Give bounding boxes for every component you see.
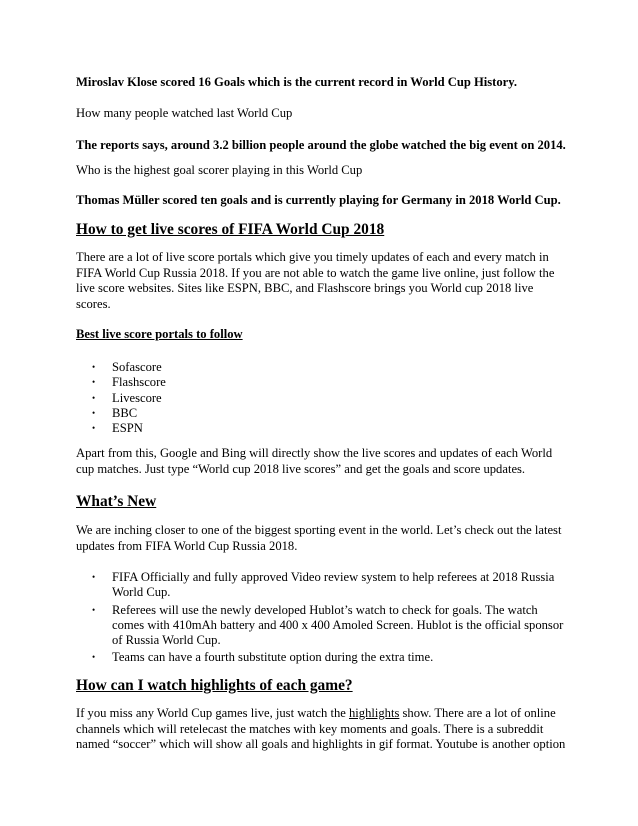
highlights-heading: How can I watch highlights of each game?: [76, 677, 353, 694]
bullet-icon: •: [92, 392, 96, 403]
answer-top-scorer: Thomas Müller scored ten goals and is currently playing for Germany in 2018 World Cup.: [76, 193, 561, 207]
portals-subheading: Best live score portals to follow: [76, 327, 243, 341]
list-item: • Referees will use the newly developed Hublot’s watch to check for goals. The watch comes with 410mAh battery and 400 x 400 Amoled Screen. Hublot is the official sponsor of Russia World Cup.: [92, 602, 564, 648]
question-top-scorer: Who is the highest goal scorer playing in this World Cup: [76, 163, 363, 177]
list-item: • Livescore: [92, 390, 162, 405]
bullet-icon: •: [92, 407, 96, 418]
bullet-icon: •: [92, 572, 96, 582]
list-item: • BBC: [92, 405, 138, 420]
answer-watched: The reports says, around 3.2 billion people around the globe watched the big event on 2014.: [76, 138, 566, 152]
highlights-paragraph: If you miss any World Cup games live, just watch the highlights show. There are a lot of online channels which will retelecast the matches with key moments and goals. There is a subreddit named “soccer” which will show all goals and highlights in gif format. Youtube is another option: [76, 706, 566, 751]
bullet-icon: •: [92, 423, 96, 434]
portals-list: [76, 360, 566, 436]
live-scores-heading: How to get live scores of FIFA World Cup 2018: [76, 221, 385, 238]
list-item: • Teams can have a fourth substitute option during the extra time.: [92, 650, 434, 665]
highlights-link[interactable]: highlights: [348, 706, 400, 720]
bullet-icon: •: [92, 377, 96, 388]
whats-new-paragraph: We are inching closer to one of the biggest sporting event in the world. Let’s check out the latest updates from FIFA World Cup Russia 2018.: [76, 523, 562, 553]
list-item: • ESPN: [92, 421, 143, 436]
list-item: • Flashscore: [92, 375, 166, 390]
bullet-icon: •: [92, 604, 96, 615]
bullet-icon: •: [92, 652, 96, 663]
whats-new-heading: What’s New: [76, 493, 157, 510]
bullet-icon: •: [92, 362, 96, 372]
live-scores-followup: Apart from this, Google and Bing will directly show the live scores and updates of each World cup matches. Just type “World cup 2018 live scores” and get the goals and score updates.: [76, 446, 553, 476]
list-item: • Sofascore: [92, 360, 162, 374]
klose-record-text: Miroslav Klose scored 16 Goals which is the current record in World Cup History.: [76, 75, 518, 89]
list-item: • FIFA Officially and fully approved Video review system to help referees at 2018 Russia World Cup.: [92, 570, 555, 600]
question-watched: How many people watched last World Cup: [76, 106, 293, 120]
live-scores-paragraph: There are a lot of live score portals which give you timely updates of each and every match in FIFA World Cup Russia 2018. If you are not able to watch the game live online, just follow the live score websites. Sites like ESPN, BBC, and Flashscore brings you World cup 2018 live scores.: [76, 250, 555, 311]
whats-new-list: [76, 570, 566, 666]
